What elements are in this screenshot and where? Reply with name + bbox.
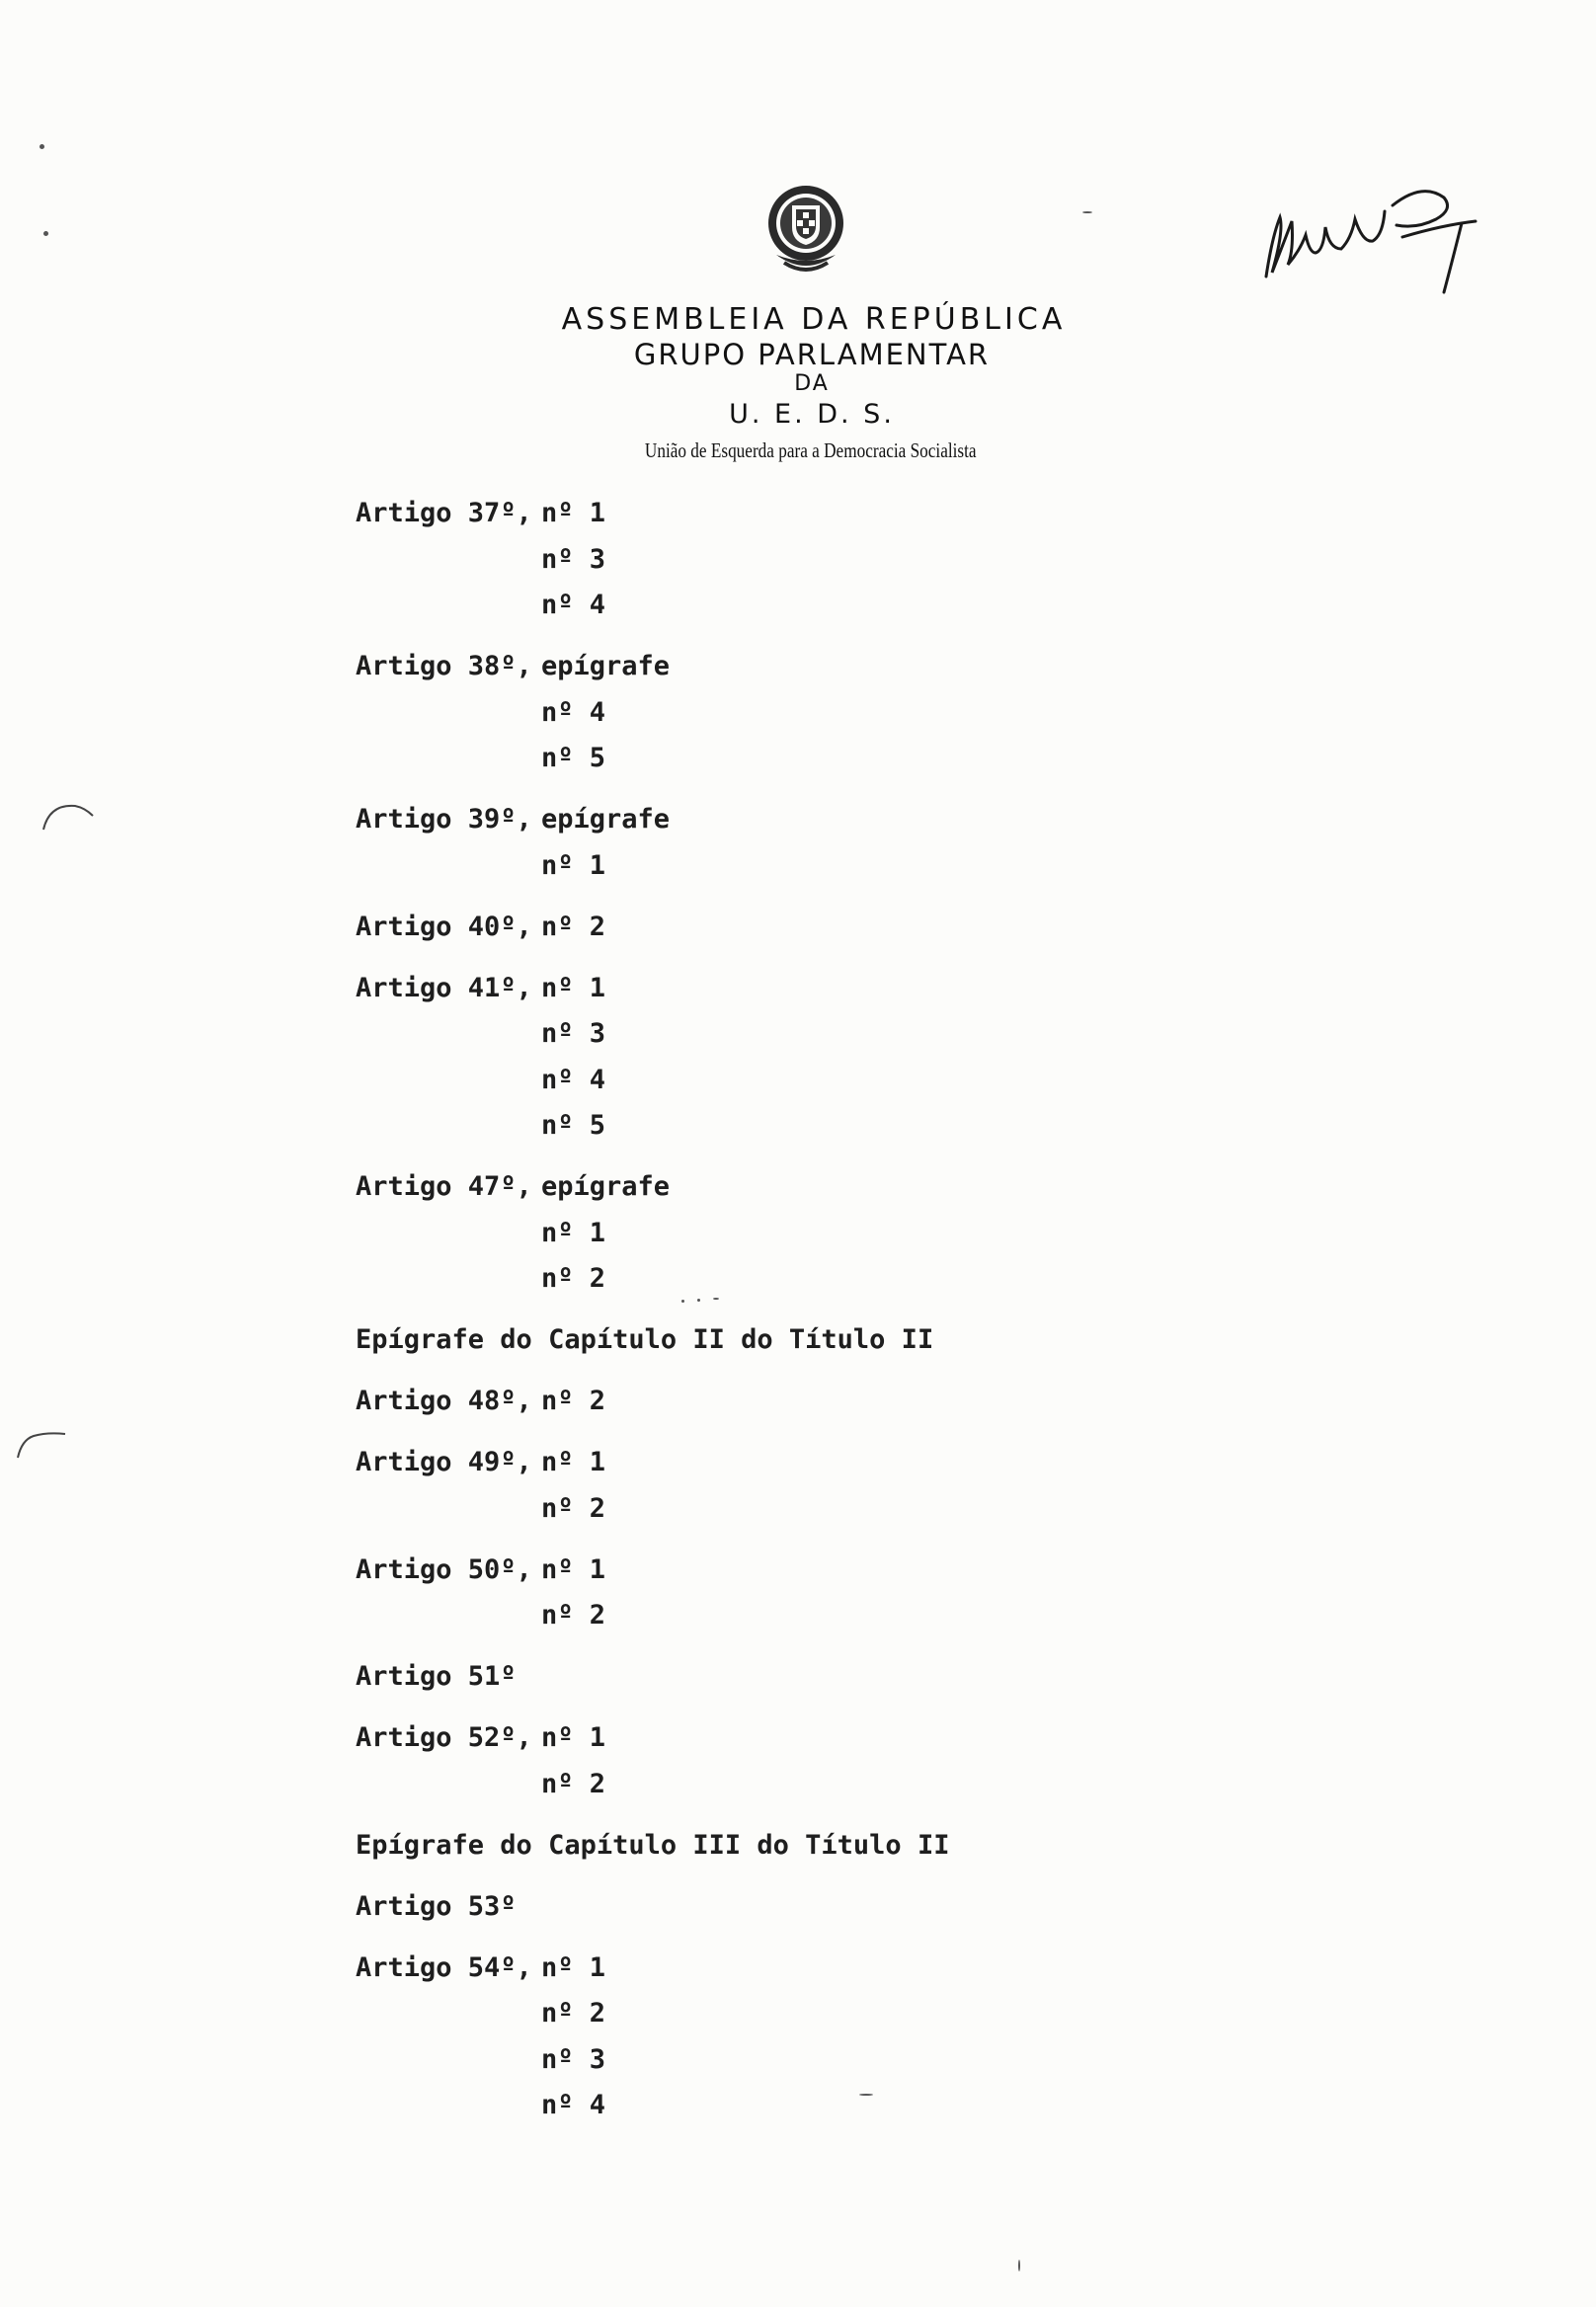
article-heading: Artigo 53º (356, 1890, 517, 1922)
scan-mark (12, 1420, 71, 1460)
scan-speck (713, 1298, 719, 1300)
article-subitem: nº 1 (541, 1553, 606, 1585)
scan-speck (697, 1299, 700, 1302)
article-subitem: nº 1 (541, 972, 606, 1003)
article-subitem: nº 1 (541, 1722, 606, 1753)
article-heading: Artigo 41º, (356, 972, 532, 1003)
scan-speck (681, 1300, 684, 1303)
article-heading: Artigo 38º, (356, 651, 532, 681)
scan-speck (1018, 2260, 1020, 2271)
scan-speck (43, 231, 48, 236)
article-subitem: nº 2 (541, 911, 606, 942)
article-subitem: nº 1 (541, 498, 606, 528)
article-subitem: nº 4 (541, 590, 606, 620)
article-subitem: nº 2 (541, 1998, 606, 2029)
article-heading: Artigo 51º (356, 1661, 517, 1692)
article-heading: Artigo 39º, (356, 804, 532, 835)
article-subitem: epígrafe (541, 804, 671, 835)
article-subitem: nº 5 (541, 1110, 606, 1141)
scan-speck (1082, 211, 1092, 213)
article-heading: Artigo 49º, (356, 1447, 532, 1477)
scan-speck (859, 2094, 873, 2096)
article-subitem: nº 2 (541, 1386, 606, 1416)
header-da: DA (794, 371, 830, 396)
article-subitem: nº 1 (541, 849, 606, 881)
article-subitem: nº 2 (541, 1600, 606, 1631)
article-heading: Epígrafe do Capítulo III do Título II (356, 1829, 950, 1861)
article-heading: Artigo 37º, (356, 498, 532, 528)
article-subitem: nº 3 (541, 543, 606, 575)
article-subitem: nº 5 (541, 743, 606, 773)
article-subitem: epígrafe (541, 651, 671, 681)
article-heading: Artigo 40º, (356, 911, 532, 942)
article-subitem: nº 1 (541, 1447, 606, 1477)
article-subitem: nº 2 (541, 1768, 606, 1799)
article-subitem: nº 1 (541, 1951, 606, 1983)
article-subitem: epígrafe (541, 1171, 671, 1202)
article-subitem: nº 1 (541, 1217, 606, 1248)
article-subitem: nº 4 (541, 696, 606, 728)
assembly-title: ASSEMBLEIA DA REPÚBLICA (561, 302, 1067, 337)
article-subitem: nº 3 (541, 2043, 606, 2075)
article-subitem: nº 2 (541, 1263, 606, 1294)
parliamentary-group-title: GRUPO PARLAMENTAR (633, 338, 991, 371)
article-subitem: nº 4 (541, 1064, 606, 1095)
article-heading: Artigo 52º, (356, 1722, 532, 1753)
scan-speck (40, 144, 44, 149)
article-heading: Artigo 47º, (356, 1171, 532, 1202)
article-heading: Epígrafe do Capítulo II do Título II (356, 1324, 934, 1355)
party-full-name: União de Esquerda para a Democracia Socialista (644, 438, 977, 462)
article-subitem: nº 3 (541, 1018, 606, 1049)
article-heading: Artigo 50º, (356, 1553, 532, 1585)
article-subitem: nº 2 (541, 1492, 606, 1524)
article-subitem: nº 4 (541, 2090, 606, 2120)
article-heading: Artigo 48º, (356, 1386, 532, 1416)
scan-mark (40, 794, 99, 834)
article-heading: Artigo 54º, (356, 1951, 532, 1983)
party-acronym: U. E. D. S. (729, 399, 895, 430)
